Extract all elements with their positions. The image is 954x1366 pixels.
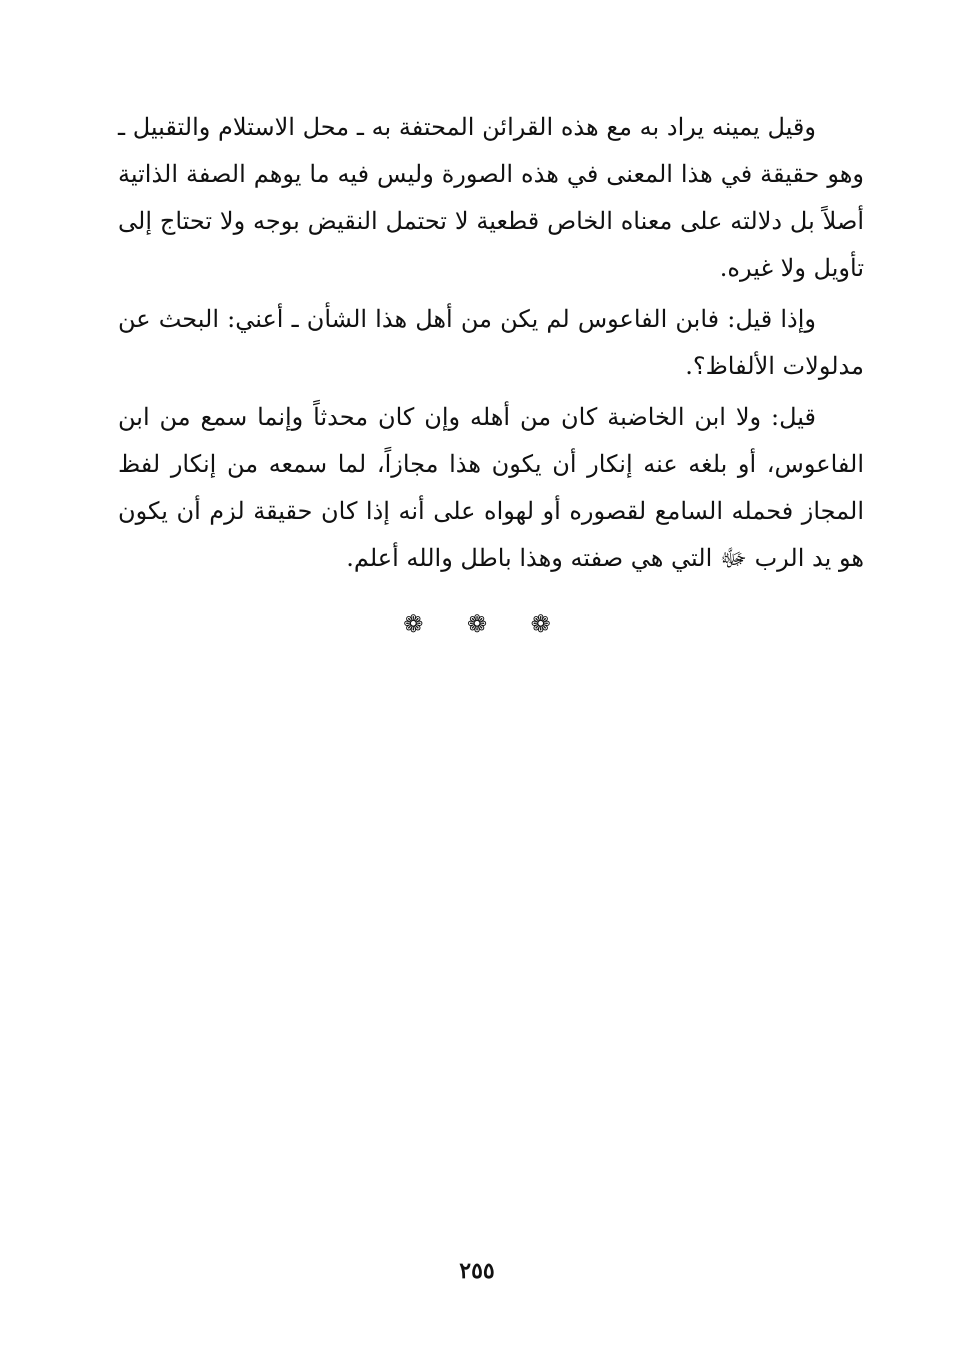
paragraph-2: وإذا قيل: فابن الفاعوس لم يكن من أهل هذا الشأن ـ أعني: البحث عن مدلولات الألفاظ؟. [118,305,864,380]
paragraph-3: قيل: ولا ابن الخاضبة كان من أهله وإن كان محدثاً وإنما سمع من ابن الفاعوس، أو بلغه عنه إنكار أن يكون هذا مجازاً، لما سمعه من إنكار لفظ المجاز فحمله السامع لقصوره أو لهواه على أنه إذا كان حقيقة لزم أن يكون هو يد الرب ﷻ التي هي صفته وهذا باطل والله أعلم. [118,403,864,572]
page-number: ٢٥٥ [459,1258,495,1284]
flower-ornament-icon: ❁ [403,610,424,638]
paragraph-1: وقيل يمينه يراد به مع هذه القرائن المحتفة به ـ محل الاستلام والتقبيل ـ وهو حقيقة في هذا المعنى في هذه الصورة وليس فيه ما يوهم الصفة الذاتية أصلاً بل دلالته على معناه الخاص قطعية لا تحتمل النقيض بوجه ولا تحتاج إلى تأويل ولا غيره. [118,113,864,282]
body-text [118,104,864,586]
section-divider [0,610,954,638]
flower-ornament-icon: ❁ [530,610,551,638]
flower-ornament-icon: ❁ [466,610,488,638]
